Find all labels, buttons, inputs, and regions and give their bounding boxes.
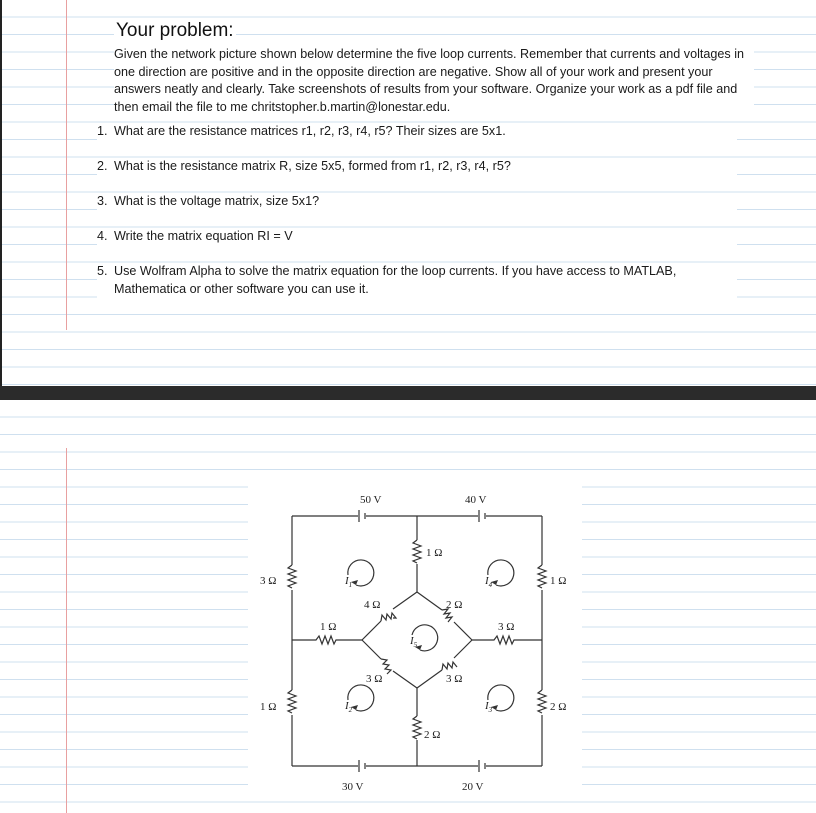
source-label-bottom-right: 20 V xyxy=(462,781,484,793)
question-number: 3. xyxy=(97,194,108,208)
loop-label-i5: $I_5$ xyxy=(410,635,418,649)
question-text: What is the voltage matrix, size 5x1? xyxy=(114,194,320,208)
loop-label-i4: $I_4$ xyxy=(485,575,493,589)
problem-title: Your problem: xyxy=(116,20,234,41)
margin-line xyxy=(66,0,67,330)
question-5 xyxy=(97,263,737,298)
resistor-label-horiz-right: 3 Ω xyxy=(498,621,515,633)
margin-line xyxy=(66,448,67,813)
question-2 xyxy=(97,158,737,176)
battery-icon xyxy=(479,510,485,522)
resistor-label-diamond-ll: 3 Ω xyxy=(366,673,383,685)
source-label-bottom-left: 30 V xyxy=(342,781,364,793)
battery-icon xyxy=(359,760,365,772)
resistor-label-diamond-ul: 4 Ω xyxy=(364,599,381,611)
battery-icon xyxy=(359,510,365,522)
source-label-top-right: 40 V xyxy=(465,494,487,506)
question-number: 4. xyxy=(97,229,108,243)
page-divider xyxy=(0,386,816,400)
question-number: 5. xyxy=(97,264,108,278)
resistor-label-diamond-lr: 3 Ω xyxy=(446,673,463,685)
loop-label-i1: $I_1$ xyxy=(345,575,353,589)
question-1 xyxy=(97,123,737,141)
question-text: What is the resistance matrix R, size 5x5, formed from r1, r2, r3, r4, r5? xyxy=(114,159,511,173)
resistor-label-right-top: 1 Ω xyxy=(550,575,567,587)
resistor-label-left-top: 3 Ω xyxy=(260,575,277,587)
question-text-continued: Mathematica or other software you can use it. xyxy=(114,281,369,296)
question-number: 1. xyxy=(97,124,108,138)
question-text: What are the resistance matrices r1, r2, r3, r4, r5? Their sizes are 5x1. xyxy=(114,124,506,138)
loop-label-i3: $I_3$ xyxy=(485,700,493,714)
resistor-label-center-bottom: 2 Ω xyxy=(424,729,441,741)
resistor-label-diamond-ur: 2 Ω xyxy=(446,599,463,611)
circuit-diagram xyxy=(248,480,582,800)
page-edge xyxy=(0,0,2,386)
resistor-label-center-top: 1 Ω xyxy=(426,547,443,559)
question-text: Write the matrix equation RI = V xyxy=(114,229,293,243)
battery-icon xyxy=(479,760,485,772)
loop-label-i2: $I_2$ xyxy=(345,700,353,714)
resistor-label-right-bottom: 2 Ω xyxy=(550,701,567,713)
question-3 xyxy=(97,193,737,211)
circuit-figure xyxy=(248,480,582,800)
resistor-label-left-bottom: 1 Ω xyxy=(260,701,277,713)
question-text: Use Wolfram Alpha to solve the matrix equation for the loop currents. If you have access to MATLAB, xyxy=(114,264,677,278)
question-4 xyxy=(97,228,737,246)
resistor-label-horiz-left: 1 Ω xyxy=(320,621,337,633)
question-number: 2. xyxy=(97,159,108,173)
source-label-top-left: 50 V xyxy=(360,494,382,506)
problem-intro: Given the network picture shown below determine the five loop currents. Remember that currents and voltages in one direction are positive and in the opposite direction are negative. Show all of your work and present your answers neatly and clearly. Take screenshots of results from your software. Organize your work as a pdf file and then email the file to me chritstopher.b.martin@lonestar.edu. xyxy=(114,46,754,116)
